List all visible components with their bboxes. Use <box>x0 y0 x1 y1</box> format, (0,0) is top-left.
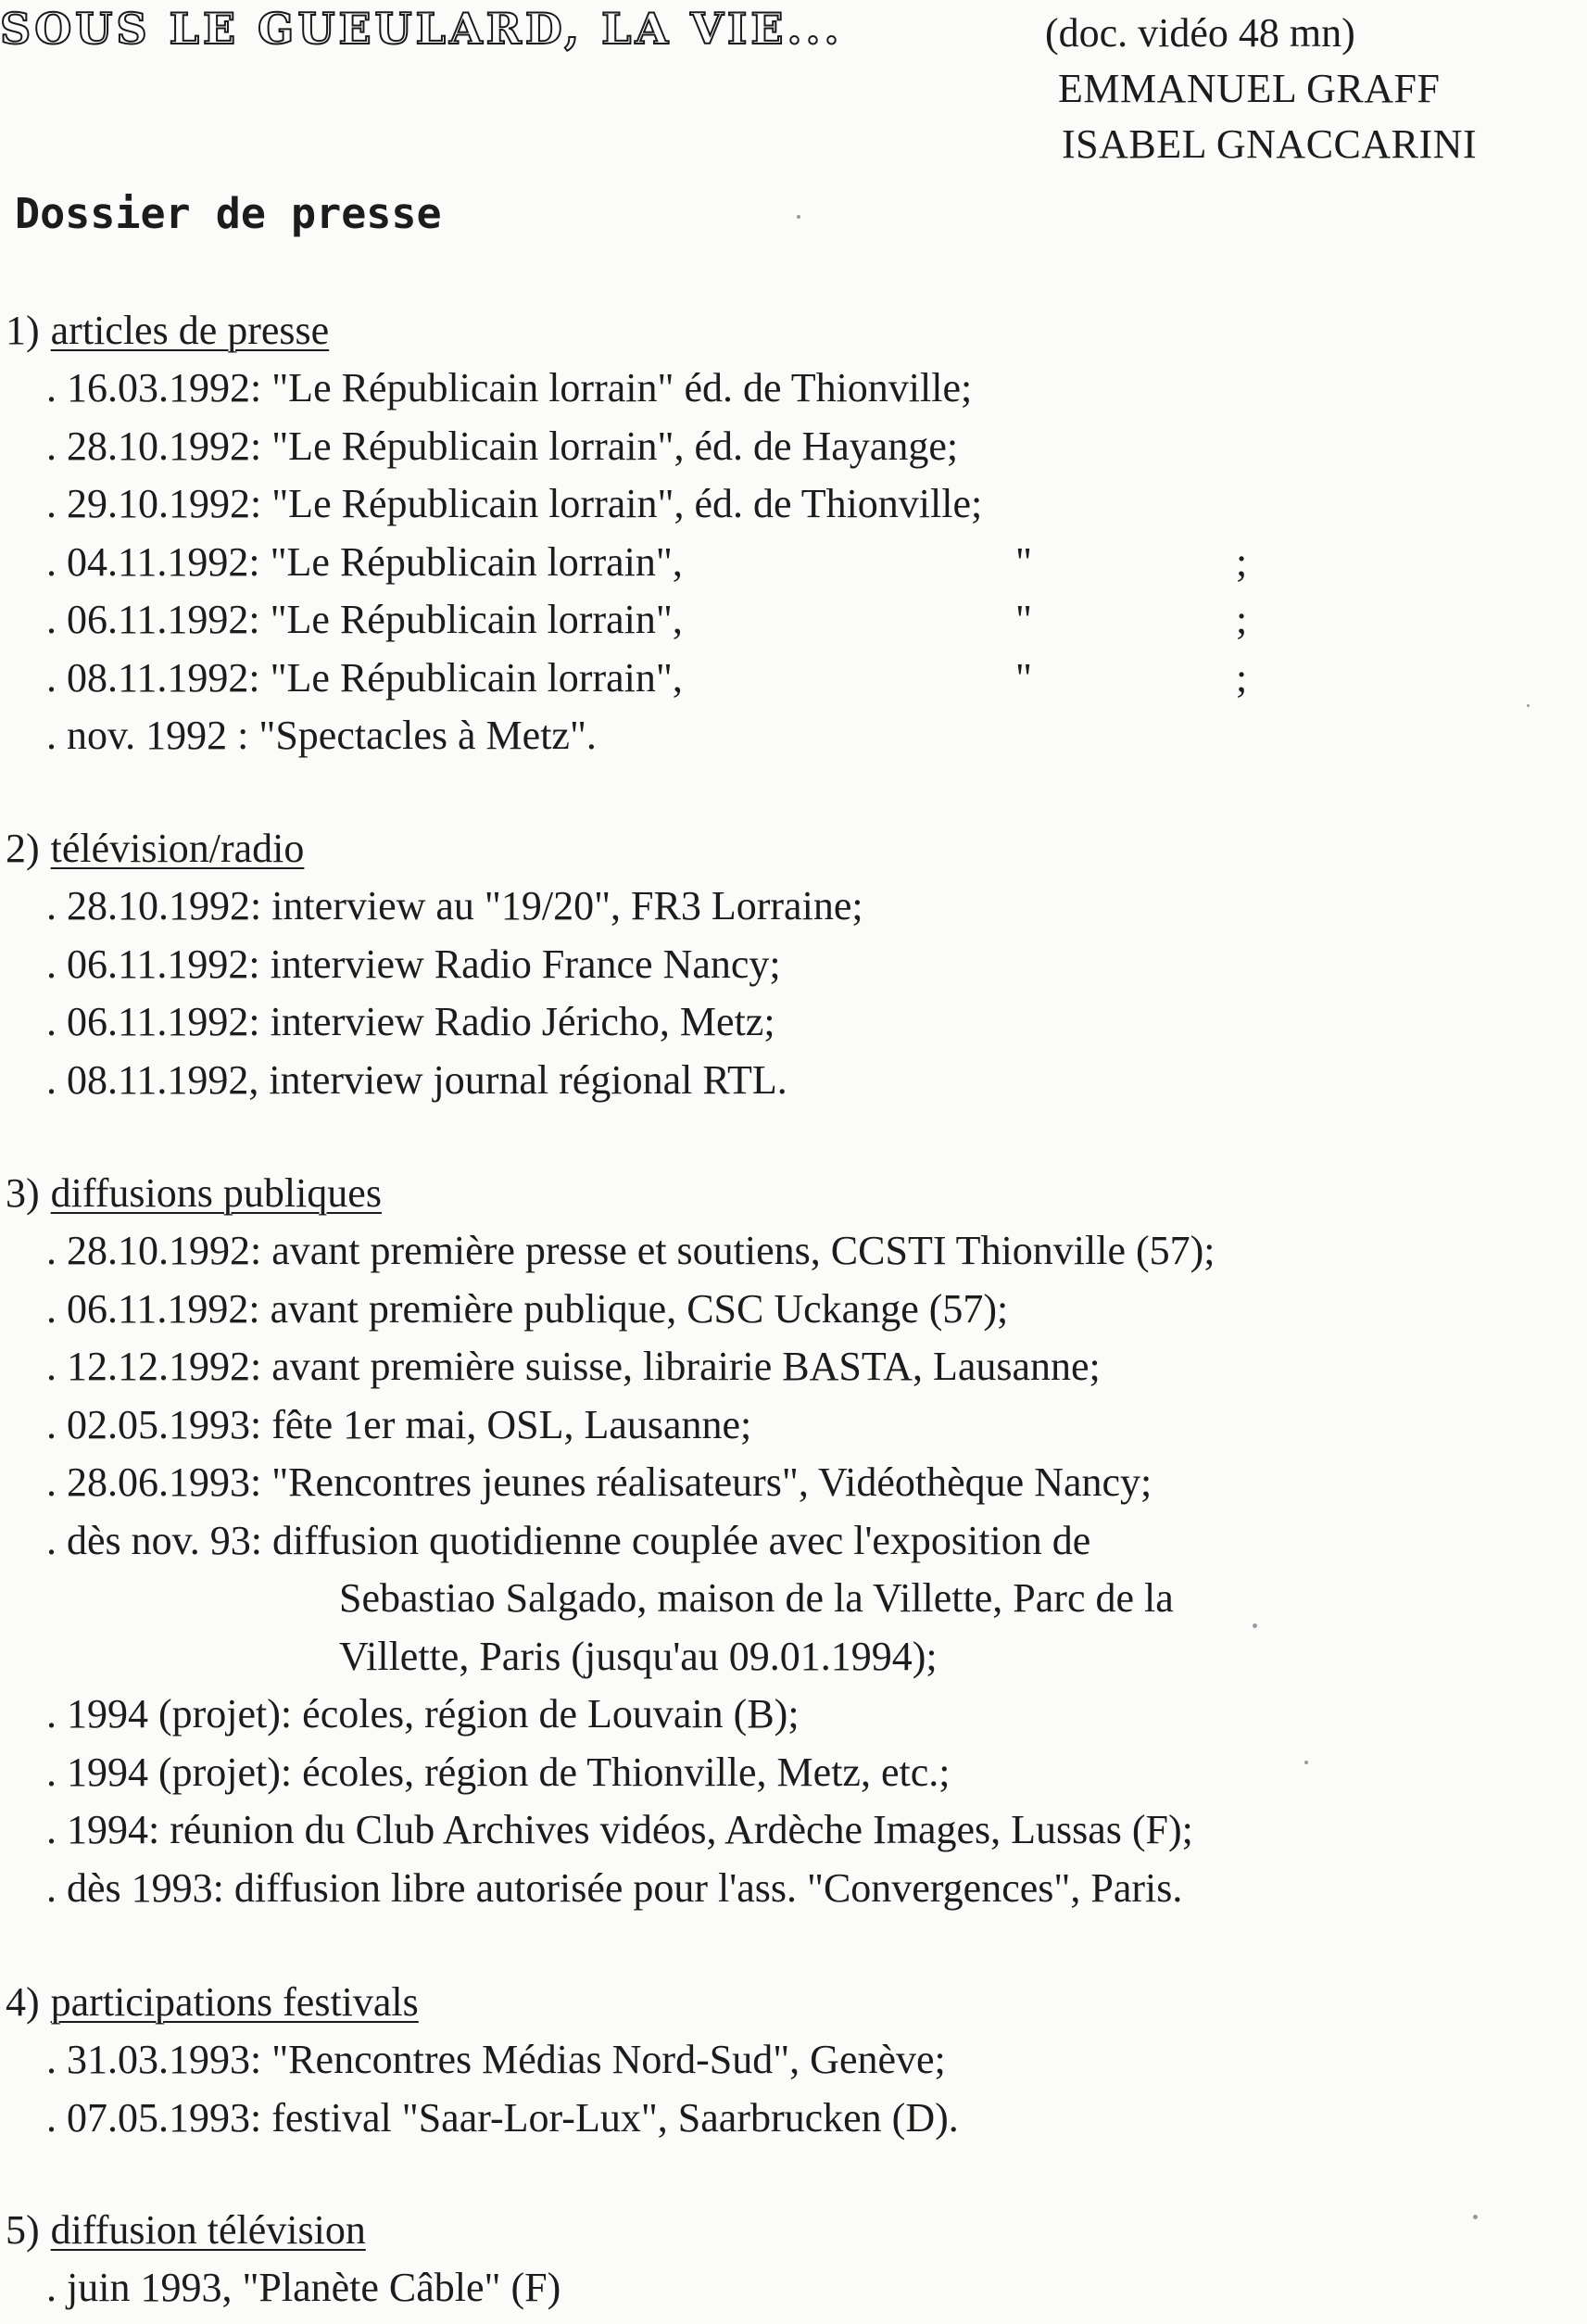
section-heading <box>6 820 863 878</box>
section-festivals <box>6 1974 959 2147</box>
list-item: . dès nov. 93: diffusion quotidienne couplée avec l'exposition de <box>46 1517 1091 1563</box>
list-item <box>6 650 1248 708</box>
list-item <box>6 591 1248 650</box>
list-item: . 12.12.1992: avant première suisse, librairie BASTA, Lausanne; <box>46 1344 1101 1389</box>
ditto-mark: " <box>1015 538 1032 585</box>
section-title: télévision/radio <box>50 826 305 871</box>
author-1: EMMANUEL GRAFF <box>1058 66 1441 111</box>
list-item: . 31.03.1993: "Rencontres Médias Nord-Sud", Genève; <box>46 2037 946 2082</box>
list-item: . 07.05.1993: festival "Saar-Lor-Lux", Saarbrucken (D). <box>46 2094 959 2141</box>
section-heading <box>6 2202 560 2259</box>
list-item: . 16.03.1992: "Le Républicain lorrain" éd. de Thionville; <box>46 365 973 410</box>
ditto-end: ; <box>1236 538 1248 585</box>
list-item-continuation: Sebastiao Salgado, maison de la Villette, Parc de la <box>339 1575 1174 1621</box>
section-number: 3) <box>6 1170 40 1216</box>
ditto-mark: " <box>1015 597 1032 642</box>
scan-speck <box>1527 704 1530 707</box>
section-title: diffusion télévision <box>50 2207 366 2253</box>
author-2: ISABEL GNACCARINI <box>1062 121 1478 167</box>
scan-speck <box>797 215 800 219</box>
list-item: . 28.10.1992: avant première presse et soutiens, CCSTI Thionville (57); <box>46 1228 1215 1273</box>
list-item: . 1994 (projet): écoles, région de Louvain (B); <box>46 1691 800 1737</box>
section-articles <box>6 302 1248 765</box>
section-number: 2) <box>6 826 40 871</box>
list-item: . dès 1993: diffusion libre autorisée pour l'ass. "Convergences", Paris. <box>46 1864 1183 1911</box>
ditto-mark: " <box>1015 654 1032 701</box>
list-item: . 28.06.1993: "Rencontres jeunes réalisateurs", Vidéothèque Nancy; <box>46 1459 1152 1505</box>
section-heading-dossier: Dossier de presse <box>15 189 442 238</box>
section-number: 5) <box>6 2207 40 2253</box>
section-title: diffusions publiques <box>50 1170 382 1216</box>
list-item: . 06.11.1992: interview Radio France Nancy; <box>46 941 781 987</box>
list-item: . 28.10.1992: interview au "19/20", FR3 Lorraine; <box>46 883 863 928</box>
list-item-continuation: Villette, Paris (jusqu'au 09.01.1994); <box>339 1633 938 1679</box>
doc-format: (doc. vidéo 48 mn) <box>1045 10 1355 56</box>
scan-speck <box>1304 1761 1308 1764</box>
list-item-text: . 04.11.1992: "Le Républicain lorrain", <box>46 538 683 585</box>
section-heading <box>6 1165 1215 1222</box>
section-number: 1) <box>6 308 40 353</box>
list-item: . 28.10.1992: "Le Républicain lorrain", éd. de Hayange; <box>46 423 959 469</box>
list-item <box>6 534 1248 592</box>
section-title: participations festivals <box>50 1979 419 2025</box>
list-item: . 1994 (projet): écoles, région de Thionville, Metz, etc.; <box>46 1749 951 1795</box>
section-heading <box>6 302 982 360</box>
list-item: . 06.11.1992: interview Radio Jéricho, Metz; <box>46 999 775 1044</box>
list-item-text: . 08.11.1992: "Le Républicain lorrain", <box>46 654 683 701</box>
doc-info-block <box>1045 6 1477 172</box>
list-item: . juin 1993, "Planète Câble" (F) <box>46 2265 561 2310</box>
scan-speck <box>1253 1623 1257 1628</box>
list-item: . nov. 1992 : "Spectacles à Metz". <box>46 713 597 758</box>
section-title: articles de presse <box>50 308 330 353</box>
section-heading <box>6 1974 959 2031</box>
ditto-end: ; <box>1236 654 1248 701</box>
section-number: 4) <box>6 1979 40 2025</box>
section-diffusion-television <box>6 2202 560 2318</box>
list-item: . 29.10.1992: "Le Républicain lorrain", éd. de Thionville; <box>46 481 983 526</box>
list-item-text: . 06.11.1992: "Le Républicain lorrain", <box>46 597 683 642</box>
section-television-radio <box>6 820 863 1109</box>
list-item: . 08.11.1992, interview journal régional RTL. <box>46 1056 787 1103</box>
document-title: SOUS LE GUEULARD, LA VIE... <box>0 4 843 54</box>
ditto-end: ; <box>1236 597 1248 642</box>
list-item: . 06.11.1992: avant première publique, CSC Uckange (57); <box>46 1285 1009 1332</box>
section-diffusions-publiques <box>6 1165 1215 1917</box>
list-item: . 1994: réunion du Club Archives vidéos, Ardèche Images, Lussas (F); <box>46 1807 1193 1852</box>
scan-speck <box>1473 2215 1478 2219</box>
list-item: . 02.05.1993: fête 1er mai, OSL, Lausanne; <box>46 1401 752 1447</box>
